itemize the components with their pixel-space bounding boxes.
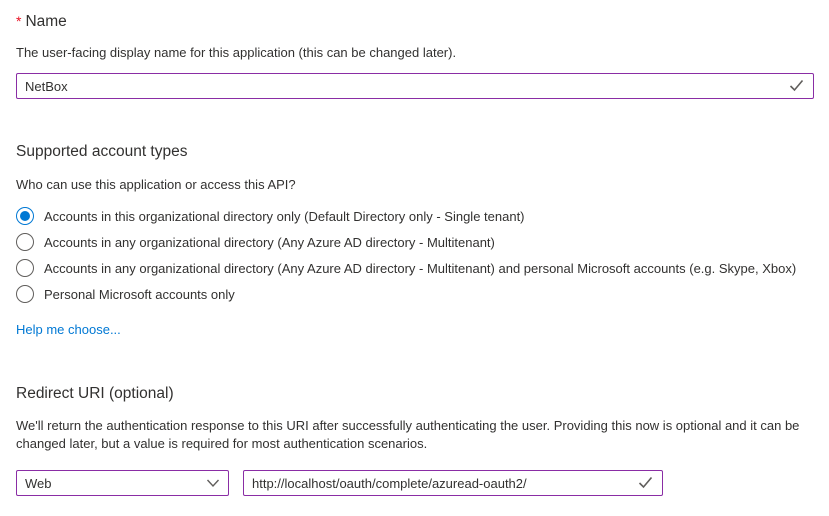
- radio-label: Accounts in this organizational directory only (Default Directory only - Single tenant): [44, 208, 525, 224]
- account-type-option-multitenant[interactable]: [16, 229, 814, 255]
- account-types-radio-group: [16, 203, 814, 307]
- name-section-title: [16, 11, 814, 32]
- required-asterisk: *: [16, 13, 22, 29]
- radio-label: Accounts in any organizational directory (Any Azure AD directory - Multitenant) and personal Microsoft accounts (e.g. Skype, Xbox): [44, 260, 797, 276]
- account-types-question: Who can use this application or access this API?: [16, 177, 296, 192]
- account-type-radio[interactable]: [16, 207, 34, 225]
- app-name-input[interactable]: [16, 73, 814, 99]
- radio-label: Accounts in any organizational directory (Any Azure AD directory - Multitenant): [44, 234, 495, 250]
- chevron-down-icon: [206, 478, 220, 488]
- account-types-title: Supported account types: [16, 143, 188, 160]
- platform-select-value: Web: [25, 475, 52, 491]
- account-type-radio[interactable]: [16, 259, 34, 277]
- redirect-uri-description: We'll return the authentication response to this URI after successfully authenticating the user. Providing this now is optional and it can be changed later, but a value is required for most authentication scenarios.: [16, 418, 800, 451]
- help-me-choose-link[interactable]: Help me choose...: [16, 322, 121, 337]
- redirect-uri-input[interactable]: [243, 470, 663, 496]
- radio-label: Personal Microsoft accounts only: [44, 286, 235, 302]
- redirect-uri-title: Redirect URI (optional): [16, 385, 174, 402]
- account-type-radio[interactable]: [16, 233, 34, 251]
- platform-select[interactable]: [16, 470, 229, 496]
- name-description: The user-facing display name for this application (this can be changed later).: [16, 45, 457, 60]
- account-type-option-single-tenant[interactable]: [16, 203, 814, 229]
- account-type-option-multitenant-personal[interactable]: [16, 255, 814, 281]
- name-title-text: Name: [25, 13, 67, 30]
- account-type-option-personal-only[interactable]: [16, 281, 814, 307]
- account-type-radio[interactable]: [16, 285, 34, 303]
